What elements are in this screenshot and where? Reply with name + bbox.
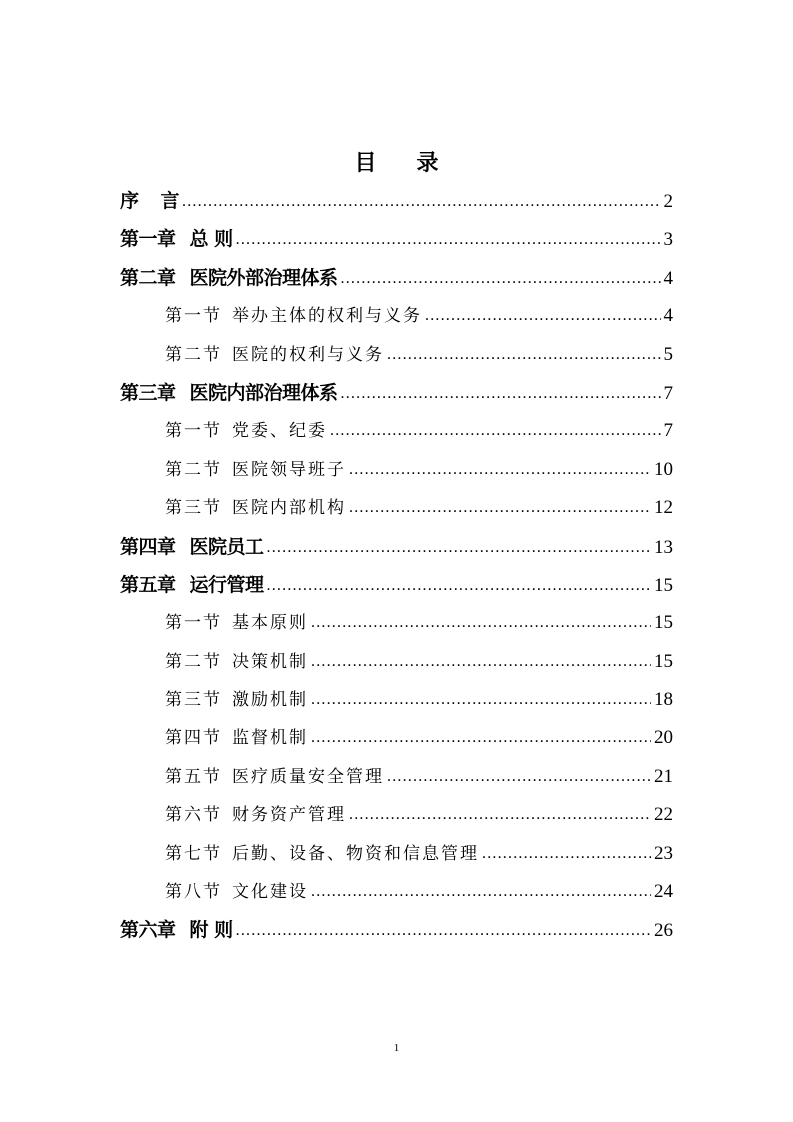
- toc-entry-label: [120, 566, 264, 604]
- toc-page-number: 20: [654, 727, 673, 749]
- toc-entry-number: 第一节: [165, 613, 222, 634]
- toc-entry-label: [120, 528, 264, 566]
- toc-entry-title: 后勤、设备、物资和信息管理: [232, 843, 479, 864]
- toc-entry-number: 第六节: [165, 805, 222, 826]
- toc-dot-leader: [182, 183, 660, 221]
- toc-page-number: 21: [654, 765, 673, 787]
- toc-section-entry[interactable]: [120, 643, 673, 681]
- toc-entry-number: 第三节: [165, 498, 222, 519]
- toc-section-entry[interactable]: [120, 336, 673, 374]
- toc-entry-title: 医院领导班子: [232, 459, 346, 480]
- toc-dot-leader: [267, 567, 651, 605]
- toc-dot-leader: [311, 719, 651, 757]
- toc-entry-title: 医院内部机构: [232, 498, 346, 519]
- toc-page-number: 23: [654, 842, 673, 864]
- toc-entry-title: 监督机制: [232, 728, 308, 749]
- toc-entry-label: [165, 681, 308, 719]
- toc-list: [120, 182, 673, 950]
- toc-entry-number: 第四章: [120, 535, 176, 558]
- toc-chapter-entry[interactable]: [120, 566, 673, 604]
- toc-entry-number: 第二章: [120, 266, 176, 289]
- toc-entry-label: [165, 412, 327, 450]
- toc-entry-label: [120, 182, 179, 220]
- toc-entry-label: [165, 758, 384, 796]
- toc-entry-title: 党委、纪委: [232, 421, 327, 442]
- toc-dot-leader: [341, 375, 661, 413]
- toc-entry-number: 第三节: [165, 690, 222, 711]
- toc-entry-label: [165, 336, 384, 374]
- toc-entry-label: [120, 259, 338, 297]
- toc-entry-label: [165, 604, 308, 642]
- toc-entry-title: 基本原则: [232, 613, 308, 634]
- toc-dot-leader: [387, 758, 651, 796]
- toc-entry-label: [165, 297, 422, 335]
- toc-title-left-char: 目: [354, 151, 377, 176]
- toc-entry-number: 第三章: [120, 381, 176, 404]
- toc-chapter-entry[interactable]: [120, 374, 673, 412]
- toc-entry-label: [165, 835, 479, 873]
- toc-dot-leader: [267, 529, 651, 567]
- toc-entry-label: [165, 489, 346, 527]
- toc-entry-label: [165, 719, 308, 757]
- toc-page-number: 2: [663, 191, 673, 212]
- toc-page-number: 24: [654, 881, 673, 903]
- toc-page-number: 4: [663, 305, 673, 327]
- toc-entry-number: 序: [120, 190, 139, 212]
- toc-entry-title: 附 则: [189, 919, 233, 942]
- toc-entry-label: [120, 911, 233, 949]
- toc-page-number: 15: [654, 574, 673, 596]
- toc-chapter-entry[interactable]: [120, 220, 673, 258]
- toc-title-right-char: 录: [416, 151, 439, 176]
- toc-chapter-entry[interactable]: [120, 259, 673, 297]
- toc-entry-title: 总 则: [189, 228, 233, 251]
- toc-dot-leader: [311, 643, 651, 681]
- toc-title: [0, 146, 793, 177]
- toc-section-entry[interactable]: [120, 412, 673, 450]
- toc-entry-number: 第二节: [165, 459, 222, 480]
- toc-dot-leader: [349, 796, 651, 834]
- toc-dot-leader: [482, 835, 651, 873]
- toc-entry-title: 举办主体的权利与义务: [232, 306, 422, 327]
- toc-entry-title: 医院内部治理体系: [189, 381, 338, 404]
- toc-page-number: 13: [654, 536, 673, 558]
- toc-section-entry[interactable]: [120, 719, 673, 757]
- toc-dot-leader: [236, 912, 651, 950]
- toc-entry-number: 第一节: [165, 421, 222, 442]
- toc-entry-number: 第六章: [120, 919, 176, 942]
- toc-entry-title: 医院的权利与义务: [232, 344, 384, 365]
- toc-entry-title: 运行管理: [189, 573, 264, 596]
- toc-dot-leader: [341, 260, 661, 298]
- toc-dot-leader: [349, 489, 651, 527]
- toc-dot-leader: [311, 873, 651, 911]
- toc-section-entry[interactable]: [120, 451, 673, 489]
- toc-entry-title: 决策机制: [232, 651, 308, 672]
- toc-entry-number: 第一章: [120, 228, 176, 251]
- toc-entry-title: 财务资产管理: [232, 805, 346, 826]
- toc-entry-label: [165, 451, 346, 489]
- toc-page-number: 22: [654, 804, 673, 826]
- toc-entry-number: 第五节: [165, 766, 222, 787]
- toc-section-entry[interactable]: [120, 758, 673, 796]
- toc-page-number: 15: [654, 650, 673, 672]
- toc-entry-label: [120, 220, 233, 258]
- toc-entry-number: 第一节: [165, 306, 222, 327]
- toc-chapter-entry[interactable]: [120, 528, 673, 566]
- toc-page-number: 26: [654, 920, 673, 942]
- toc-entry-title: 言: [160, 190, 180, 212]
- toc-dot-leader: [330, 412, 661, 450]
- toc-entry-label: [165, 873, 308, 911]
- toc-page-number: 18: [654, 689, 673, 711]
- toc-section-entry[interactable]: [120, 297, 673, 335]
- toc-page-number: 7: [663, 420, 673, 442]
- toc-entry-number: 第二节: [165, 344, 222, 365]
- toc-page-number: 15: [654, 612, 673, 634]
- toc-page-number: 10: [654, 458, 673, 480]
- toc-dot-leader: [311, 604, 651, 642]
- toc-page-number: 7: [663, 382, 673, 404]
- toc-entry-title: 文化建设: [232, 882, 308, 903]
- toc-section-entry[interactable]: [120, 489, 673, 527]
- toc-page-number: 3: [663, 229, 673, 251]
- toc-section-entry[interactable]: [120, 604, 673, 642]
- toc-page-number: 5: [663, 343, 673, 365]
- toc-entry-number: 第七节: [165, 843, 222, 864]
- toc-dot-leader: [349, 451, 651, 489]
- toc-entry-label: [165, 796, 346, 834]
- toc-chapter-entry[interactable]: [120, 182, 673, 220]
- toc-dot-leader: [311, 681, 651, 719]
- toc-entry-label: [165, 643, 308, 681]
- toc-page-number: 4: [663, 267, 673, 289]
- toc-page-number: 12: [654, 497, 673, 519]
- toc-entry-title: 医院员工: [189, 535, 264, 558]
- toc-entry-title: 激励机制: [232, 690, 308, 711]
- toc-entry-number: 第四节: [165, 728, 222, 749]
- toc-entry-title: 医疗质量安全管理: [232, 766, 384, 787]
- toc-section-entry[interactable]: [120, 873, 673, 911]
- toc-entry-label: [120, 374, 338, 412]
- toc-entry-number: 第二节: [165, 651, 222, 672]
- toc-section-entry[interactable]: [120, 796, 673, 834]
- page-number: 1: [393, 1042, 400, 1054]
- toc-section-entry[interactable]: [120, 681, 673, 719]
- toc-section-entry[interactable]: [120, 835, 673, 873]
- toc-dot-leader: [236, 221, 661, 259]
- toc-chapter-entry[interactable]: [120, 911, 673, 949]
- toc-entry-number: 第八节: [165, 882, 222, 903]
- toc-entry-title: 医院外部治理体系: [189, 266, 338, 289]
- toc-entry-number: 第五章: [120, 573, 176, 596]
- toc-dot-leader: [425, 297, 661, 335]
- toc-dot-leader: [387, 336, 661, 374]
